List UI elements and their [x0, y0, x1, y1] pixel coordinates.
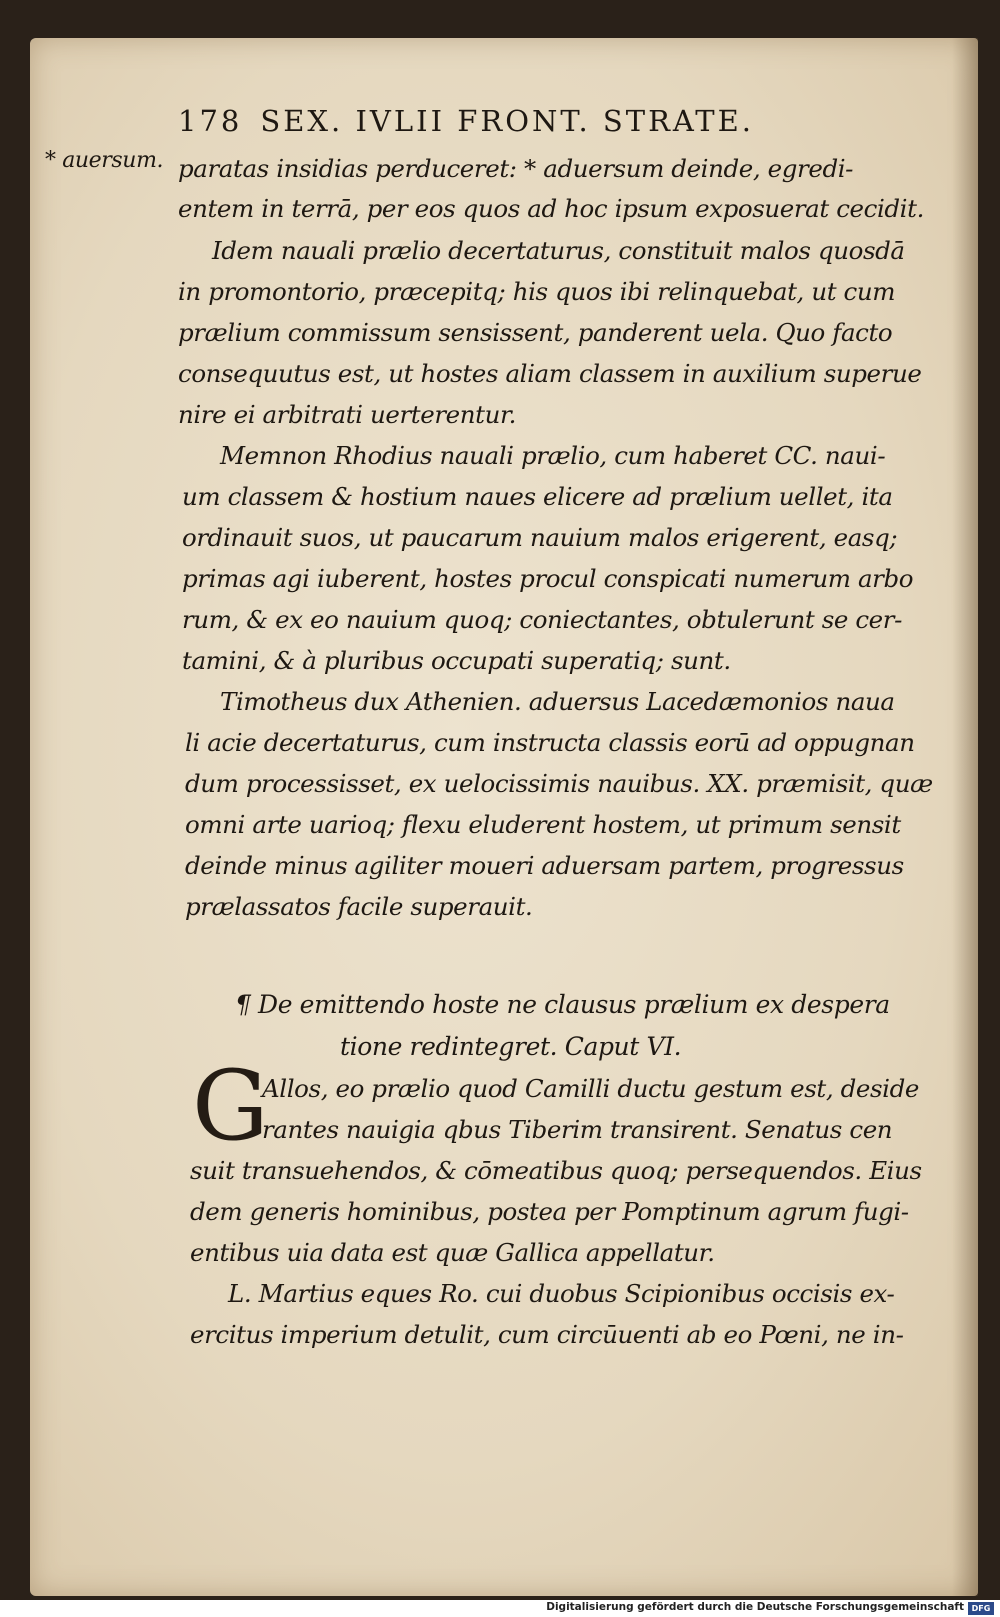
dfg-logo: DFG: [968, 1602, 994, 1615]
body-line-6: consequutus est, ut hostes aliam classem in auxilium superue: [178, 359, 922, 388]
body-line-15: li acie decertaturus, cum instructa classis eorū ad oppugnan: [185, 728, 915, 757]
chapter-line-5: entibus uia data est quæ Gallica appellatur.: [190, 1238, 715, 1267]
page-edge-shadow: [952, 38, 978, 1596]
funding-credit: Digitalisierung gefördert durch die Deutsche Forschungsgemeinschaft: [546, 1601, 964, 1613]
chapter-line-2: rantes nauigia qbus Tiberim transirent. Senatus cen: [262, 1115, 893, 1144]
body-line-18: deinde minus agiliter moueri aduersam partem, progressus: [185, 851, 904, 880]
chapter-line-6: L. Martius eques Ro. cui duobus Scipionibus occisis ex-: [228, 1279, 895, 1308]
body-line-19: prælassatos facile superauit.: [185, 892, 533, 921]
marginal-note: * auersum.: [45, 148, 164, 173]
chapter-line-3: suit transuehendos, & cōmeatibus quoq; persequendos. Eius: [190, 1156, 922, 1185]
body-line-1: paratas insidias perduceret: * aduersum deinde, egredi-: [178, 154, 854, 183]
drop-cap-initial: G: [192, 1050, 269, 1162]
chapter-line-4: dem generis hominibus, postea per Pomptinum agrum fugi-: [190, 1197, 909, 1226]
body-line-5: prælium commissum sensissent, panderent uela. Quo facto: [178, 318, 893, 347]
body-line-14: Timotheus dux Athenien. aduersus Lacedæmonios naua: [220, 687, 895, 716]
section-heading-line-2: tione redintegret. Caput VI.: [340, 1032, 682, 1061]
body-line-11: primas agi iuberent, hostes procul conspicati numerum arbo: [182, 564, 914, 593]
chapter-line-7: ercitus imperium detulit, cum circūuenti ab eo Pœni, ne in-: [190, 1320, 904, 1349]
body-line-7: nire ei arbitrati uerterentur.: [178, 400, 516, 429]
body-line-12: rum, & ex eo nauium quoq; coniectantes, obtulerunt se cer-: [182, 605, 902, 634]
chapter-line-1: Allos, eo prælio quod Camilli ductu gestum est, deside: [262, 1074, 919, 1103]
body-line-2: entem in terrā, per eos quos ad hoc ipsum exposuerat cecidit.: [178, 194, 924, 223]
running-head-title: SEX. IVLII FRONT. STRATE.: [260, 104, 755, 138]
body-line-16: dum processisset, ex uelocissimis nauibus. XX. præmisit, quæ: [185, 769, 933, 798]
body-line-13: tamini, & à pluribus occupati superatiq; sunt.: [182, 646, 731, 675]
body-line-17: omni arte uarioq; flexu eluderent hostem, ut primum sensit: [185, 810, 901, 839]
body-line-4: in promontorio, præcepitq; his quos ibi relinquebat, ut cum: [178, 277, 896, 306]
running-head: [178, 104, 858, 138]
body-line-3: Idem nauali prælio decertaturus, constituit malos quosdā: [212, 236, 905, 265]
page-number: 178: [178, 104, 243, 138]
section-heading-line-1: ¶ De emittendo hoste ne clausus prælium ex despera: [235, 990, 890, 1019]
body-line-10: ordinauit suos, ut paucarum nauium malos erigerent, easq;: [182, 523, 898, 552]
body-line-9: um classem & hostium naues elicere ad prælium uellet, ita: [182, 482, 893, 511]
body-line-8: Memnon Rhodius nauali prælio, cum haberet CC. naui-: [220, 441, 886, 470]
